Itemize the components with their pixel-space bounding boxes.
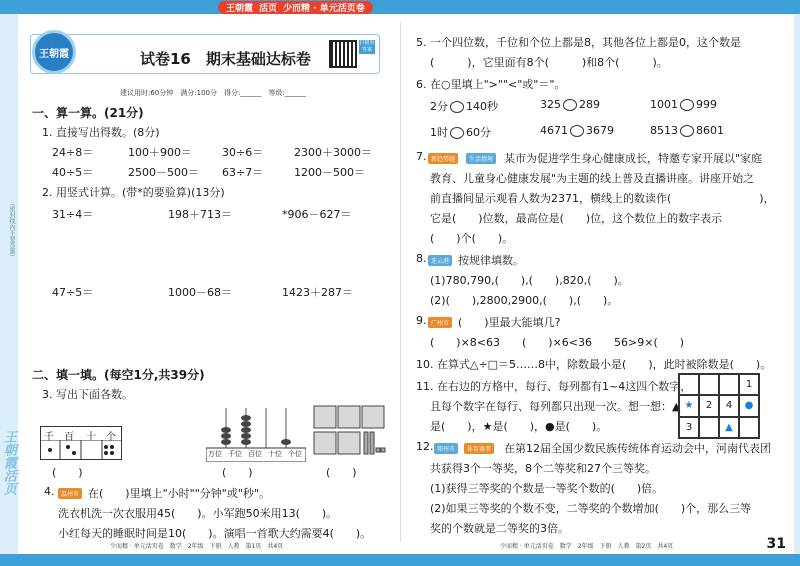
grid-cell: ▲ [719,417,739,438]
number-grid [678,373,760,439]
question-8: 按规律填数。 [458,254,524,267]
compare-right: 140秒 [466,100,498,113]
chart-label: 个 [106,432,116,443]
answer-blank[interactable]: ( ) [52,466,83,479]
question-12-line: 共获得3个一等奖，8个二等奖和27个三等奖。 [430,462,656,475]
vertical-calc: *906－627＝ [282,208,352,221]
question-11-line: 且每个数字在每行、每列都只出现一次。想一想：▲ [430,400,681,413]
question-11: 11. 在右边的方格中，每行、每列都有1~4这四个数字， [416,380,692,393]
question-4: 在( )里填上"小时""分钟"或"秒"。 [88,487,270,500]
question-2: 2. 用竖式计算。(带*的要验算)(13分) [42,186,225,199]
question-4-number: 4. [44,485,55,498]
bottom-bar [0,554,800,566]
spine-note: （密封线内不要答题） [8,200,15,260]
region-tag: 温州市 [58,488,82,499]
paper-title: 试卷16 期末基础达标卷 [140,50,311,68]
calc-item: 63÷7＝ [222,166,264,179]
question-5-line: ( )，它里面有8个( )和8个( )。 [430,56,668,69]
footer-left: 少而精 · 单元活页卷 数学 2年级 下册 人教 第1页 共4页 [110,543,284,550]
compare-circle[interactable] [563,99,577,111]
compare-right: 8601 [696,124,724,137]
calc-item: 30÷6＝ [222,146,264,159]
region-tag: 连云港 [428,255,452,266]
question-7: 某市为促进学生身心健康成长，特邀专家开展以"家庭 [504,152,763,165]
question-4-line: 洗衣机洗一次衣服用45( )。小军跑50米用13( )。 [58,507,338,520]
brand-series: 活页 [259,4,278,14]
question-7-line: ( )个( )。 [430,232,514,245]
question-3: 3. 写出下面各数。 [42,388,133,401]
abacus-label: 千位 [228,450,242,458]
question-12-line: (2)如果三等奖的个数不变，二等奖的个数增加( )个，那么三等 [430,502,752,515]
vertical-calc: 1000－68＝ [168,286,232,299]
chart-label: 十 [86,432,96,443]
calc-item: 24÷8＝ [52,146,94,159]
grid-cell: 4 [719,395,739,416]
compare-circle[interactable] [680,125,694,137]
answer-blank[interactable]: ( ) [222,466,253,479]
abacus-label: 万位 [208,450,222,458]
question-7-line: 前直播间显示观看人数为2371，横线上的数读作( )， [430,192,775,205]
compare-item [540,124,614,137]
spine-brand: 王朝霞活页 [1,430,16,495]
base-ten-blocks [312,402,388,462]
page-divider [400,22,401,542]
compare-circle[interactable] [450,101,464,113]
question-7-line: 它是( )位数，最高位是( )位，这个数位上的数字表示 [430,212,723,225]
calc-item: 2500－500＝ [128,166,199,179]
question-9-number: 9. [416,314,427,327]
brand-name: 王朝霞 [226,4,254,14]
chart-label: 百 [64,432,74,443]
compare-item [540,98,600,111]
question-7-line: 教育、儿童身心健康发展"为主题的线上普及直播讲座。讲座开始之 [430,172,755,185]
brand-logo: 王朝霞 [32,30,76,74]
region-tag: 广州市 [428,317,452,328]
compare-left: 1001 [650,98,678,111]
question-12-line: 奖的个数就是二等奖的3倍。 [430,522,569,535]
paper-meta: 建议用时:60分钟 满分:100分 得分:______ 等级:______ [120,89,306,97]
question-12-number: 12. [416,440,434,453]
question-7-number: 7. [416,150,427,163]
compare-left: 1时 [430,126,448,139]
question-6: 6. 在○里填上">""<"或"＝"。 [416,78,566,91]
grid-cell: ★ [679,395,699,416]
grid-cell: 2 [699,395,719,416]
question-1: 1. 直接写出得数。(8分) [42,126,160,139]
compare-right: 60分 [466,126,491,139]
compare-left: 4671 [540,124,568,137]
question-10: 10. 在算式△÷□＝5……8中，除数最小是( )，此时被除数是( )。 [416,358,772,371]
compare-item [650,98,717,111]
footer-right: 少而精 · 单元活页卷 数学 2年级 下册 人教 第2页 共4页 [500,543,674,550]
vertical-calc: 1423＋287＝ [282,286,353,299]
section-1-heading: 一、算一算。(21分) [32,106,144,120]
calc-item: 100＋900＝ [128,146,192,159]
question-9: ( )里最大能填几? [458,316,561,329]
grid-cell: ● [739,395,759,416]
calc-item: 2300＋3000＝ [294,146,372,159]
qr-label: 扫描看答案 [359,40,375,53]
calc-item: 1200－500＝ [294,166,365,179]
question-12: 在第12届全国少数民族传统体育运动会中，河南代表团 [504,442,771,455]
top-bar [0,0,800,14]
question-9-line: ( )×8<63 ( )×6<36 56>9×( ) [430,336,685,349]
compare-item [430,98,498,114]
question-8-number: 8. [416,252,427,265]
abacus-label: 十位 [268,450,282,458]
compare-right: 3679 [586,124,614,137]
context-tag: 生活情境 [466,153,496,164]
grid-cell: 3 [679,417,699,438]
grid-cell [699,417,719,438]
region-tag: 郑州市 [434,443,458,454]
chart-dots [40,440,122,460]
trend-tag: 新趋势题 [428,153,458,164]
vertical-calc: 31÷4＝ [52,208,94,221]
question-5: 5. 一个四位数，千位和个位上都是8，其他各位上都是0，这个数是 [416,36,741,49]
chart-label: 千 [44,432,54,443]
compare-item [650,124,724,137]
compare-left: 325 [540,98,561,111]
compare-right: 289 [579,98,600,111]
compare-circle[interactable] [570,125,584,137]
calc-item: 40÷5＝ [52,166,94,179]
answer-blank[interactable]: ( ) [326,466,357,479]
section-2-heading: 二、填一填。(每空1分,共39分) [32,368,205,382]
grid-cell [739,417,759,438]
question-11-line: 是( )，★是( )，●是( )。 [430,420,608,433]
compare-item [430,124,491,140]
qr-code[interactable] [329,40,357,68]
compare-circle[interactable] [680,99,694,111]
compare-left: 8513 [650,124,678,137]
vertical-calc: 47÷5＝ [52,286,94,299]
question-8-line: (1)780,790,( ),( ),820,( )。 [430,274,629,287]
grid-cell [719,374,739,395]
question-4-line: 小红每天的睡眠时间是10( )。演唱一首歌大约需要4( )。 [58,527,372,540]
grid-cell [679,374,699,395]
question-8-line: (2)( ),2800,2900,( ),( )。 [430,294,619,307]
question-12-line: (1)获得三等奖的个数是一等奖个数的( )倍。 [430,482,664,495]
brand-badge [218,1,373,14]
compare-circle[interactable] [450,127,464,139]
abacus-label: 百位 [248,450,262,458]
compare-right: 999 [696,98,717,111]
right-edge [794,14,800,566]
vertical-calc: 198＋713＝ [168,208,232,221]
context-tag: 体育赛事 [464,443,494,454]
abacus-label: 个位 [288,450,302,458]
brand-subtitle: 少而精 · 单元活页卷 [283,4,365,14]
compare-left: 2分 [430,100,448,113]
page-number: 31 [766,536,786,552]
grid-cell: 1 [739,374,759,395]
grid-cell [699,374,719,395]
